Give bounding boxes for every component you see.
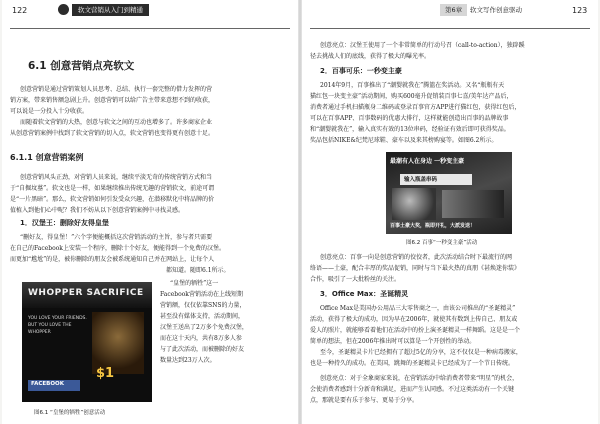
right-page bbox=[302, 0, 598, 424]
case2-line: 和“潮婴就我在”，输入真实有效的13位串码，经验证有效后即可获得奖品。 bbox=[310, 126, 510, 133]
pepsi-figure bbox=[386, 152, 512, 234]
case3-line: 至今，圣诞精灵卡片已经拥有了超过5亿的分享，这不仅仅是一种病毒搬家， bbox=[320, 349, 522, 356]
celebrity-photo bbox=[392, 188, 436, 220]
case2-line: 消费者通过手机扫描瓶身二维码或登录百事官方APP进行猫红包，获得红包后， bbox=[310, 104, 521, 111]
section-title: 6.1 创意营销点亮软文 bbox=[28, 60, 135, 72]
case1-right-line: 甚至没有媒体支持，活动期间， bbox=[160, 313, 245, 320]
case3-highlight-line: 创意亮点：对于全象商家来说，在营销活动中给消费者带来“明星”的机会， bbox=[320, 375, 519, 382]
intro-line: 从创意营销案例中找到了软文营销的切入点，软文营销也变得更有创意十足。 bbox=[10, 130, 215, 137]
figure-subline: WHOPPER bbox=[28, 330, 51, 335]
chapter-title: 软文写作创意驱动 bbox=[470, 6, 522, 14]
figure-subline: BUT YOU LOVE THE bbox=[28, 323, 72, 328]
case2-highlight-line: 合作，吸引了一大批粉丝的关注。 bbox=[310, 276, 401, 283]
case1-right-line: 与了此次活动，而被删除的好友 bbox=[160, 346, 245, 353]
case2-line: 可以在百事APP、百事数码的优惠大排行，这样就能创造出百事的品牌故事 bbox=[310, 115, 509, 122]
case1-right-line: 数量达到23万人次。 bbox=[160, 357, 216, 364]
case-line: 是“一片黑暗”。那么，软文营销如何引发受众兴趣，在潜移默化中将品牌的价 bbox=[10, 196, 215, 203]
case1-title: 1．汉堡王：删除好友得皇堡 bbox=[20, 219, 109, 227]
left-page-number: 122 bbox=[12, 6, 28, 15]
top-line: 创意亮点：汉堡王使用了一个非常简单的行动号召（call-to-action），独辟蹊 bbox=[320, 42, 525, 49]
case1-right-line: 而在这十天内，共有8万多人参 bbox=[160, 335, 242, 342]
case3-highlight-line: 会使消费者感到十分新奇和满足，进而产生认同感。不过这类活动有一个关键 bbox=[310, 386, 515, 393]
case-line: 值植入到他们心中呢？我们不妨从以下创意营销案例中寻找灵感。 bbox=[10, 207, 185, 214]
case3-line: 爱人的照片，就能够看着他们在活动中的扮上演圣诞精灵一样舞蹈。这是是一个 bbox=[310, 327, 521, 334]
intro-line: 销方案，带来销售额急剧上升。创意营销可以给广告主带来意想不到的收获， bbox=[10, 97, 215, 104]
figure-caption: 图6.1 “皇堡的牺牲”创意活动 bbox=[34, 410, 106, 416]
whopper-sacrifice-figure bbox=[22, 282, 152, 402]
case2-line: 猫红包一块变主豪”活动期间，购买600毫升促销装百事七喜/美年达产品后， bbox=[310, 93, 513, 100]
case-line: 于“自掘坟墓”。软文也是一样，如果继续推出传统无趣的营销软文，前途可谓 bbox=[10, 185, 215, 192]
figure-price: $1 bbox=[96, 366, 115, 381]
case1-right-line: 汉堡王送出了2万多个免费汉堡， bbox=[160, 324, 248, 331]
intro-line: 而随着软文营销的大热，创意与软文之间的互动也增多了。许多商家企业 bbox=[20, 119, 213, 126]
case2-line: 2014年9月，百事推出了“潮婴就我在”腾篮在奖活动。又名“瓶瓶有天 bbox=[320, 82, 505, 89]
case2-highlight-line: 创意亮点：百事一向是创意营销的佼佼者，此次活动结合时下最流行的网 bbox=[320, 254, 513, 261]
subsection-title: 6.1.1 创意营销案例 bbox=[10, 153, 84, 162]
prize-car-photo bbox=[442, 190, 504, 218]
case-line: 创意营销风头正劲，对营销人员来说，继续平淡无奇的传统营销方式和当 bbox=[20, 174, 213, 181]
chapter-label: 第6章 bbox=[440, 4, 467, 16]
right-page-number: 123 bbox=[572, 6, 588, 15]
case1-right-line: Facebook营销活动在上线短期 bbox=[160, 291, 243, 298]
figure-subline: YOU LOVE YOUR FRIENDS. bbox=[28, 316, 87, 321]
case2-line: 奖品包括NIKE&纪梵尼球鞋、豪车以及来其榜购宴等。如图6.2所示。 bbox=[310, 137, 498, 144]
book-title: 软文营销从入门到精通 bbox=[72, 4, 149, 16]
pepsi-sub-text: 输入瓶盖串码 bbox=[404, 177, 438, 183]
case3-highlight-line: 点，那就是要有乐于参与、更易于分享。 bbox=[310, 397, 419, 404]
figure-headline: WHOPPER SACRIFICE bbox=[28, 288, 144, 298]
case3-title: 3．Office Max：圣诞精灵 bbox=[320, 290, 409, 298]
case1-line: 而更加“尴尬”的是，被你删除的朋友会被系统通知自己并在网站上，让每个人 bbox=[10, 256, 215, 263]
left-page-header bbox=[10, 4, 290, 29]
left-page bbox=[2, 0, 298, 424]
intro-line: 创意营销是通过营销策划人员思考、总结、执行一套完整的借力发挥的营 bbox=[20, 86, 213, 93]
case3-line: Office Max是美国办公用品三大零售商之一，由该公司推出的“圣诞精灵” bbox=[320, 305, 516, 312]
case3-line: 也是一种持久的成功。在美国，跳舞的圣诞精灵卡已经成为了一个节日传统。 bbox=[310, 360, 515, 367]
intro-line: 可以说是一分投入十分收获。 bbox=[10, 108, 89, 115]
case1-line: “删好友，得皇堡！”六个字便能概括这次营销活动的主旨，参与者只需要 bbox=[20, 234, 213, 241]
case1-right-line: 营销额，仅仅依靠SNS的力量， bbox=[160, 302, 246, 309]
case1-right-line: “皇堡的牺牲”这一 bbox=[170, 280, 219, 287]
case1-line: 都知道。随即6.1所示。 bbox=[166, 267, 230, 274]
figure-caption: 图6.2 百事“一秒变主豪”活动 bbox=[406, 240, 478, 246]
pepsi-bottom-text: 百事土豪大奖，瓶即开礼，大派发送！ bbox=[390, 223, 476, 229]
burger-photo bbox=[92, 312, 144, 374]
case3-line: 简单的想法，但在2006年推出时可以算是一个开创性的举动。 bbox=[310, 338, 476, 345]
facebook-badge: FACEBOOK bbox=[31, 381, 64, 387]
case1-line: 在自己的Facebook上安装一个程序，删除十个好友，便能得到一个免费的汉堡。 bbox=[10, 245, 225, 252]
case2-highlight-line: 络语——土豪，配合丰厚的奖品促销，同时与当下最火热的真朋《甚焕迷你装》 bbox=[310, 265, 521, 272]
book-logo-icon bbox=[58, 4, 69, 15]
case2-title: 2．百事可乐：一秒变主豪 bbox=[320, 67, 402, 75]
pepsi-top-text: 最潮有人在身边 一秒变主豪 bbox=[390, 158, 465, 165]
top-line: 径去挑战人们的底线，获得了极大的曝光率。 bbox=[310, 53, 431, 60]
case3-line: 活动，获得了极大的成功，因为早在2006年，就使其有数到上传自己、朋友或 bbox=[310, 316, 518, 323]
